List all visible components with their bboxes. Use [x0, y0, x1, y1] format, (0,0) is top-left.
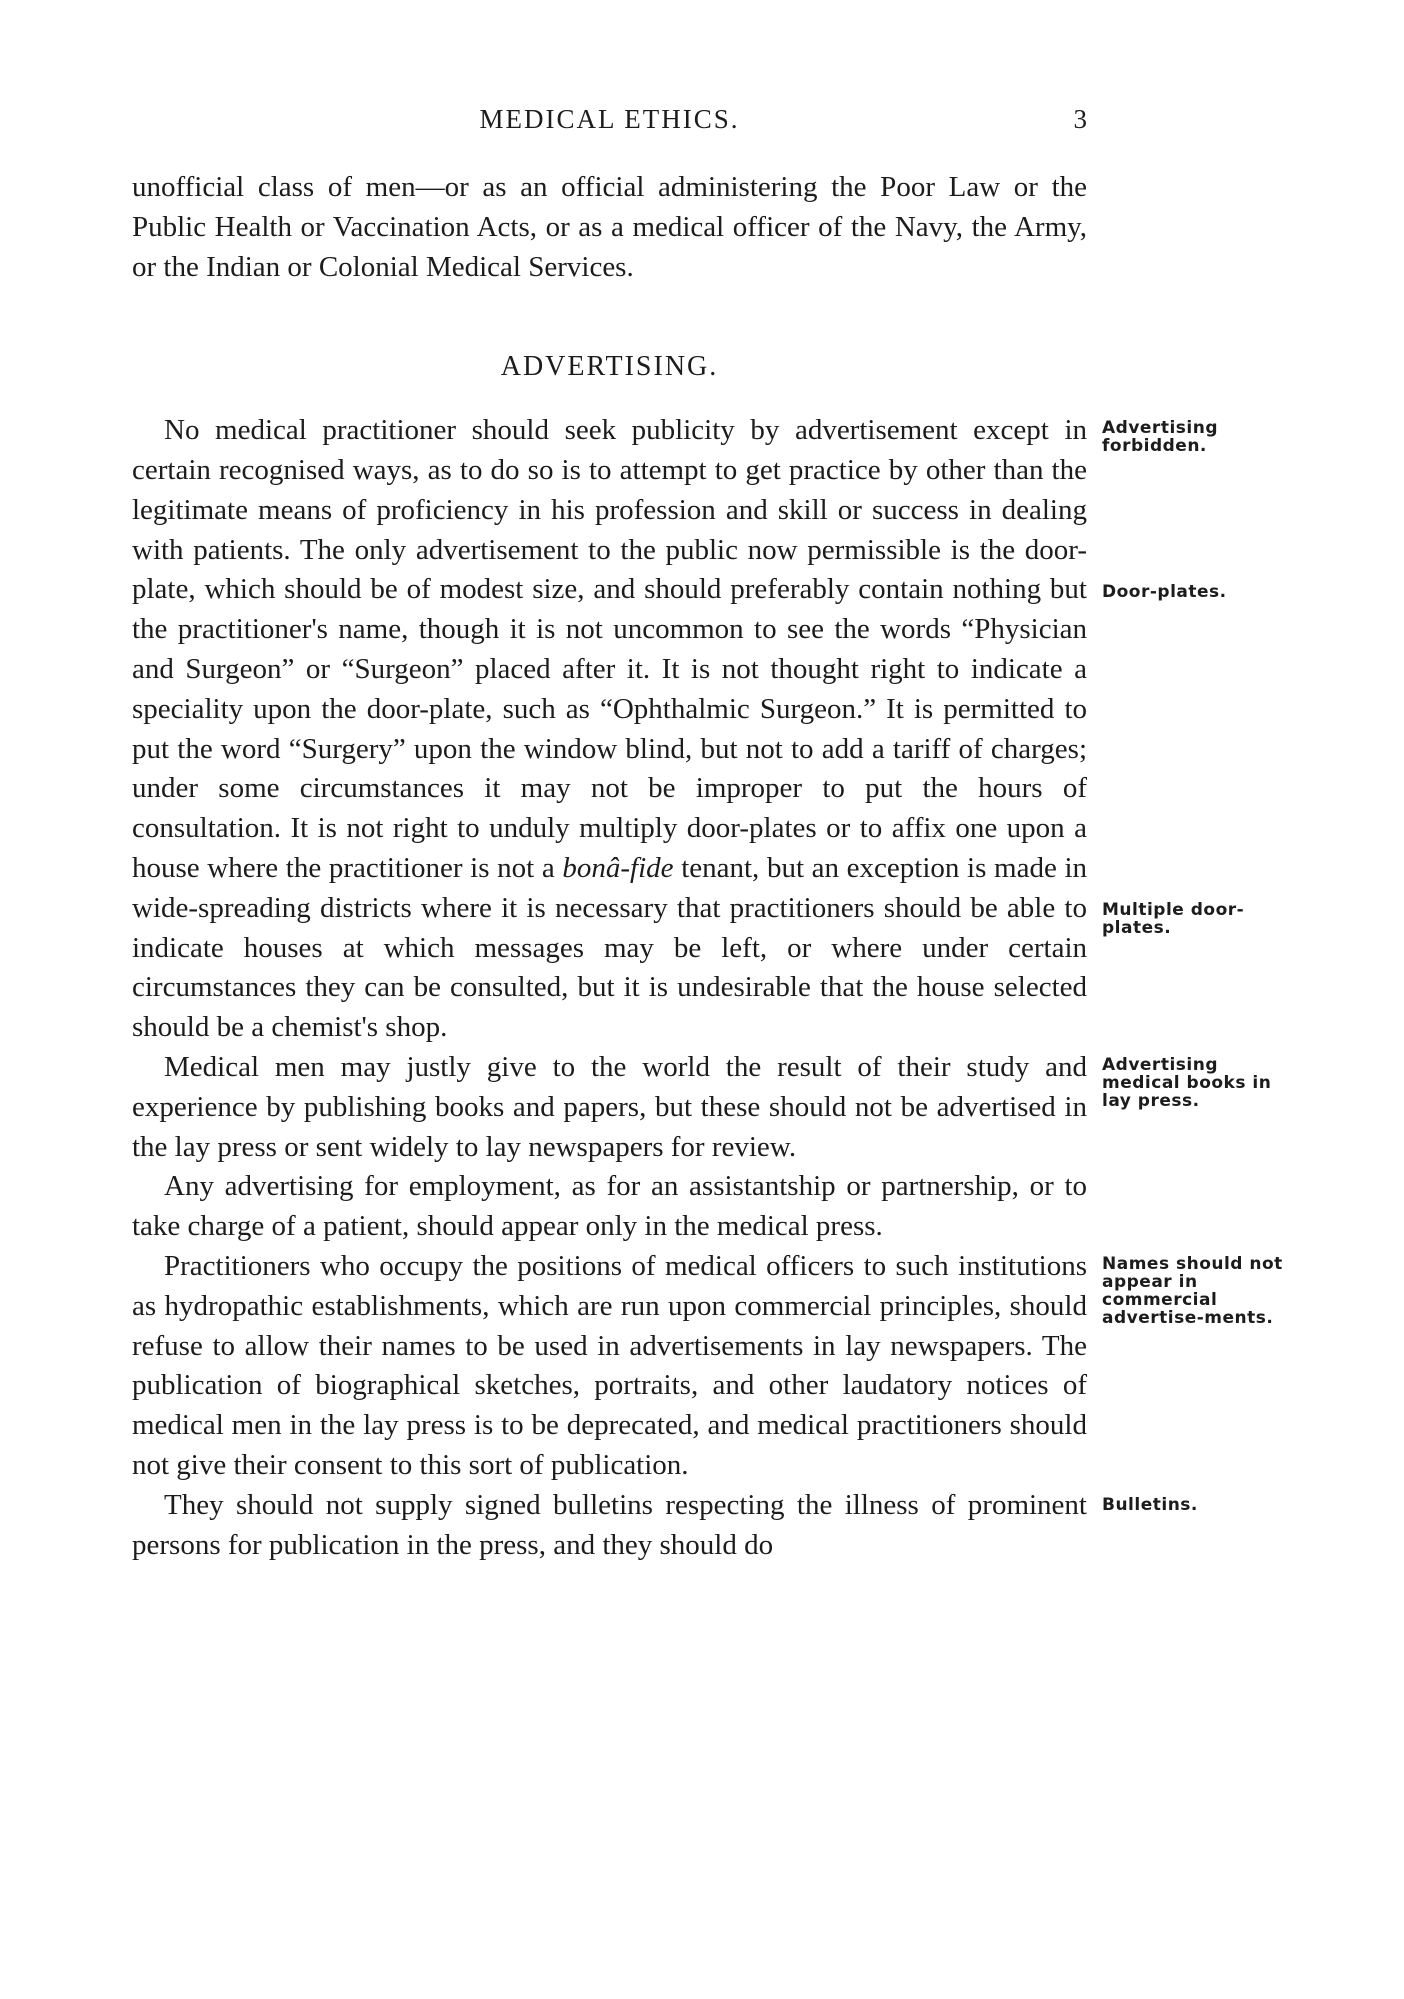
section-heading: ADVERTISING. — [500, 351, 719, 383]
margin-note-advertising-books: Advertising medical books in lay press. — [1102, 1054, 1272, 1111]
page-number: 3 — [1073, 104, 1087, 134]
body-text — [132, 168, 1283, 1565]
running-head — [132, 104, 1087, 144]
margin-note-multiple-door-plates: Multiple door-plates. — [1102, 900, 1245, 939]
paragraph-employment: Any advertising for employment, as for an assistantship or partnership, or to take charge of a patient, should appear only in the medical press. — [132, 1170, 1087, 1243]
paragraph-bulletins — [132, 1486, 1198, 1566]
paragraph-advertising-part-b: tenant, but an exception is made in wide-spreading districts where it is necessary that practitioners should be able to indicate houses at which messages may be left, or where under certain circumstances they can be consulted, but it is undesirable that the house selected should be a chemist's shop. — [132, 851, 1088, 1044]
margin-note-names-commercial: Names should not appear in commercial advertise-ments. — [1102, 1253, 1283, 1328]
paragraph-continuation: unofficial class of men—or as an official administering the Poor Law or the Public Health or Vaccination Acts, or as a medical officer of the Navy, the Army, or the Indian or Colonial Medical Services. — [132, 171, 1087, 283]
margin-note-door-plates: Door-plates. — [1102, 582, 1227, 603]
paragraph-institutions-text: Practitioners who occupy the positions of medical officers to such institutions as hydropathic establishments, which are run upon commercial principles, should refuse to allow their names to be used in advertisements in lay newspapers. The publication of biographical sketches, portraits, and other laudatory notices of medical men in the lay press is to be deprecated, and medical practitioners should not give their consent to this sort of publication. — [132, 1249, 1087, 1481]
paragraph-books-text: Medical men may justly give to the world the result of their study and experience by publishing books and papers, but these should not be advertised in the lay press or sent widely to lay newspapers for review. — [132, 1050, 1087, 1163]
running-title: MEDICAL ETHICS. — [479, 104, 740, 134]
margin-note-bulletins: Bulletins. — [1102, 1494, 1198, 1515]
paragraph-bulletins-text: They should not supply signed bulletins respecting the illness of prominent persons for publication in the press, and they should do — [132, 1488, 1087, 1561]
paragraph-institutions — [132, 1247, 1283, 1486]
paragraph-books — [132, 1048, 1272, 1167]
paragraph-advertising — [132, 411, 1245, 1048]
paragraph-advertising-italic: bonâ-fide — [562, 851, 674, 884]
margin-note-advertising-forbidden: Advertising forbidden. — [1102, 418, 1218, 457]
paragraph-advertising-part-a: No medical practitioner should seek publicity by advertisement except in certain recognised ways, as to do so is to attempt to get practice by other than the legitimate means of proficiency in his profession and skill or success in dealing with patients. The only advertisement to the public now permissible is the door-plate, which should be of modest size, and should preferably contain nothing but the practitioner's name, though it is not uncommon to see the words “Physician and Surgeon” or “Surgeon” placed after it. It is not thought right to indicate a speciality upon the door-plate, such as “Ophthalmic Surgeon.” It is permitted to put the word “Surgery” upon the window blind, but not to add a tariff of charges; under some circumstances it may not be improper to put the hours of consultation. It is not right to unduly multiply door-plates or to affix one upon a house where the practitioner is not a — [132, 414, 1087, 884]
